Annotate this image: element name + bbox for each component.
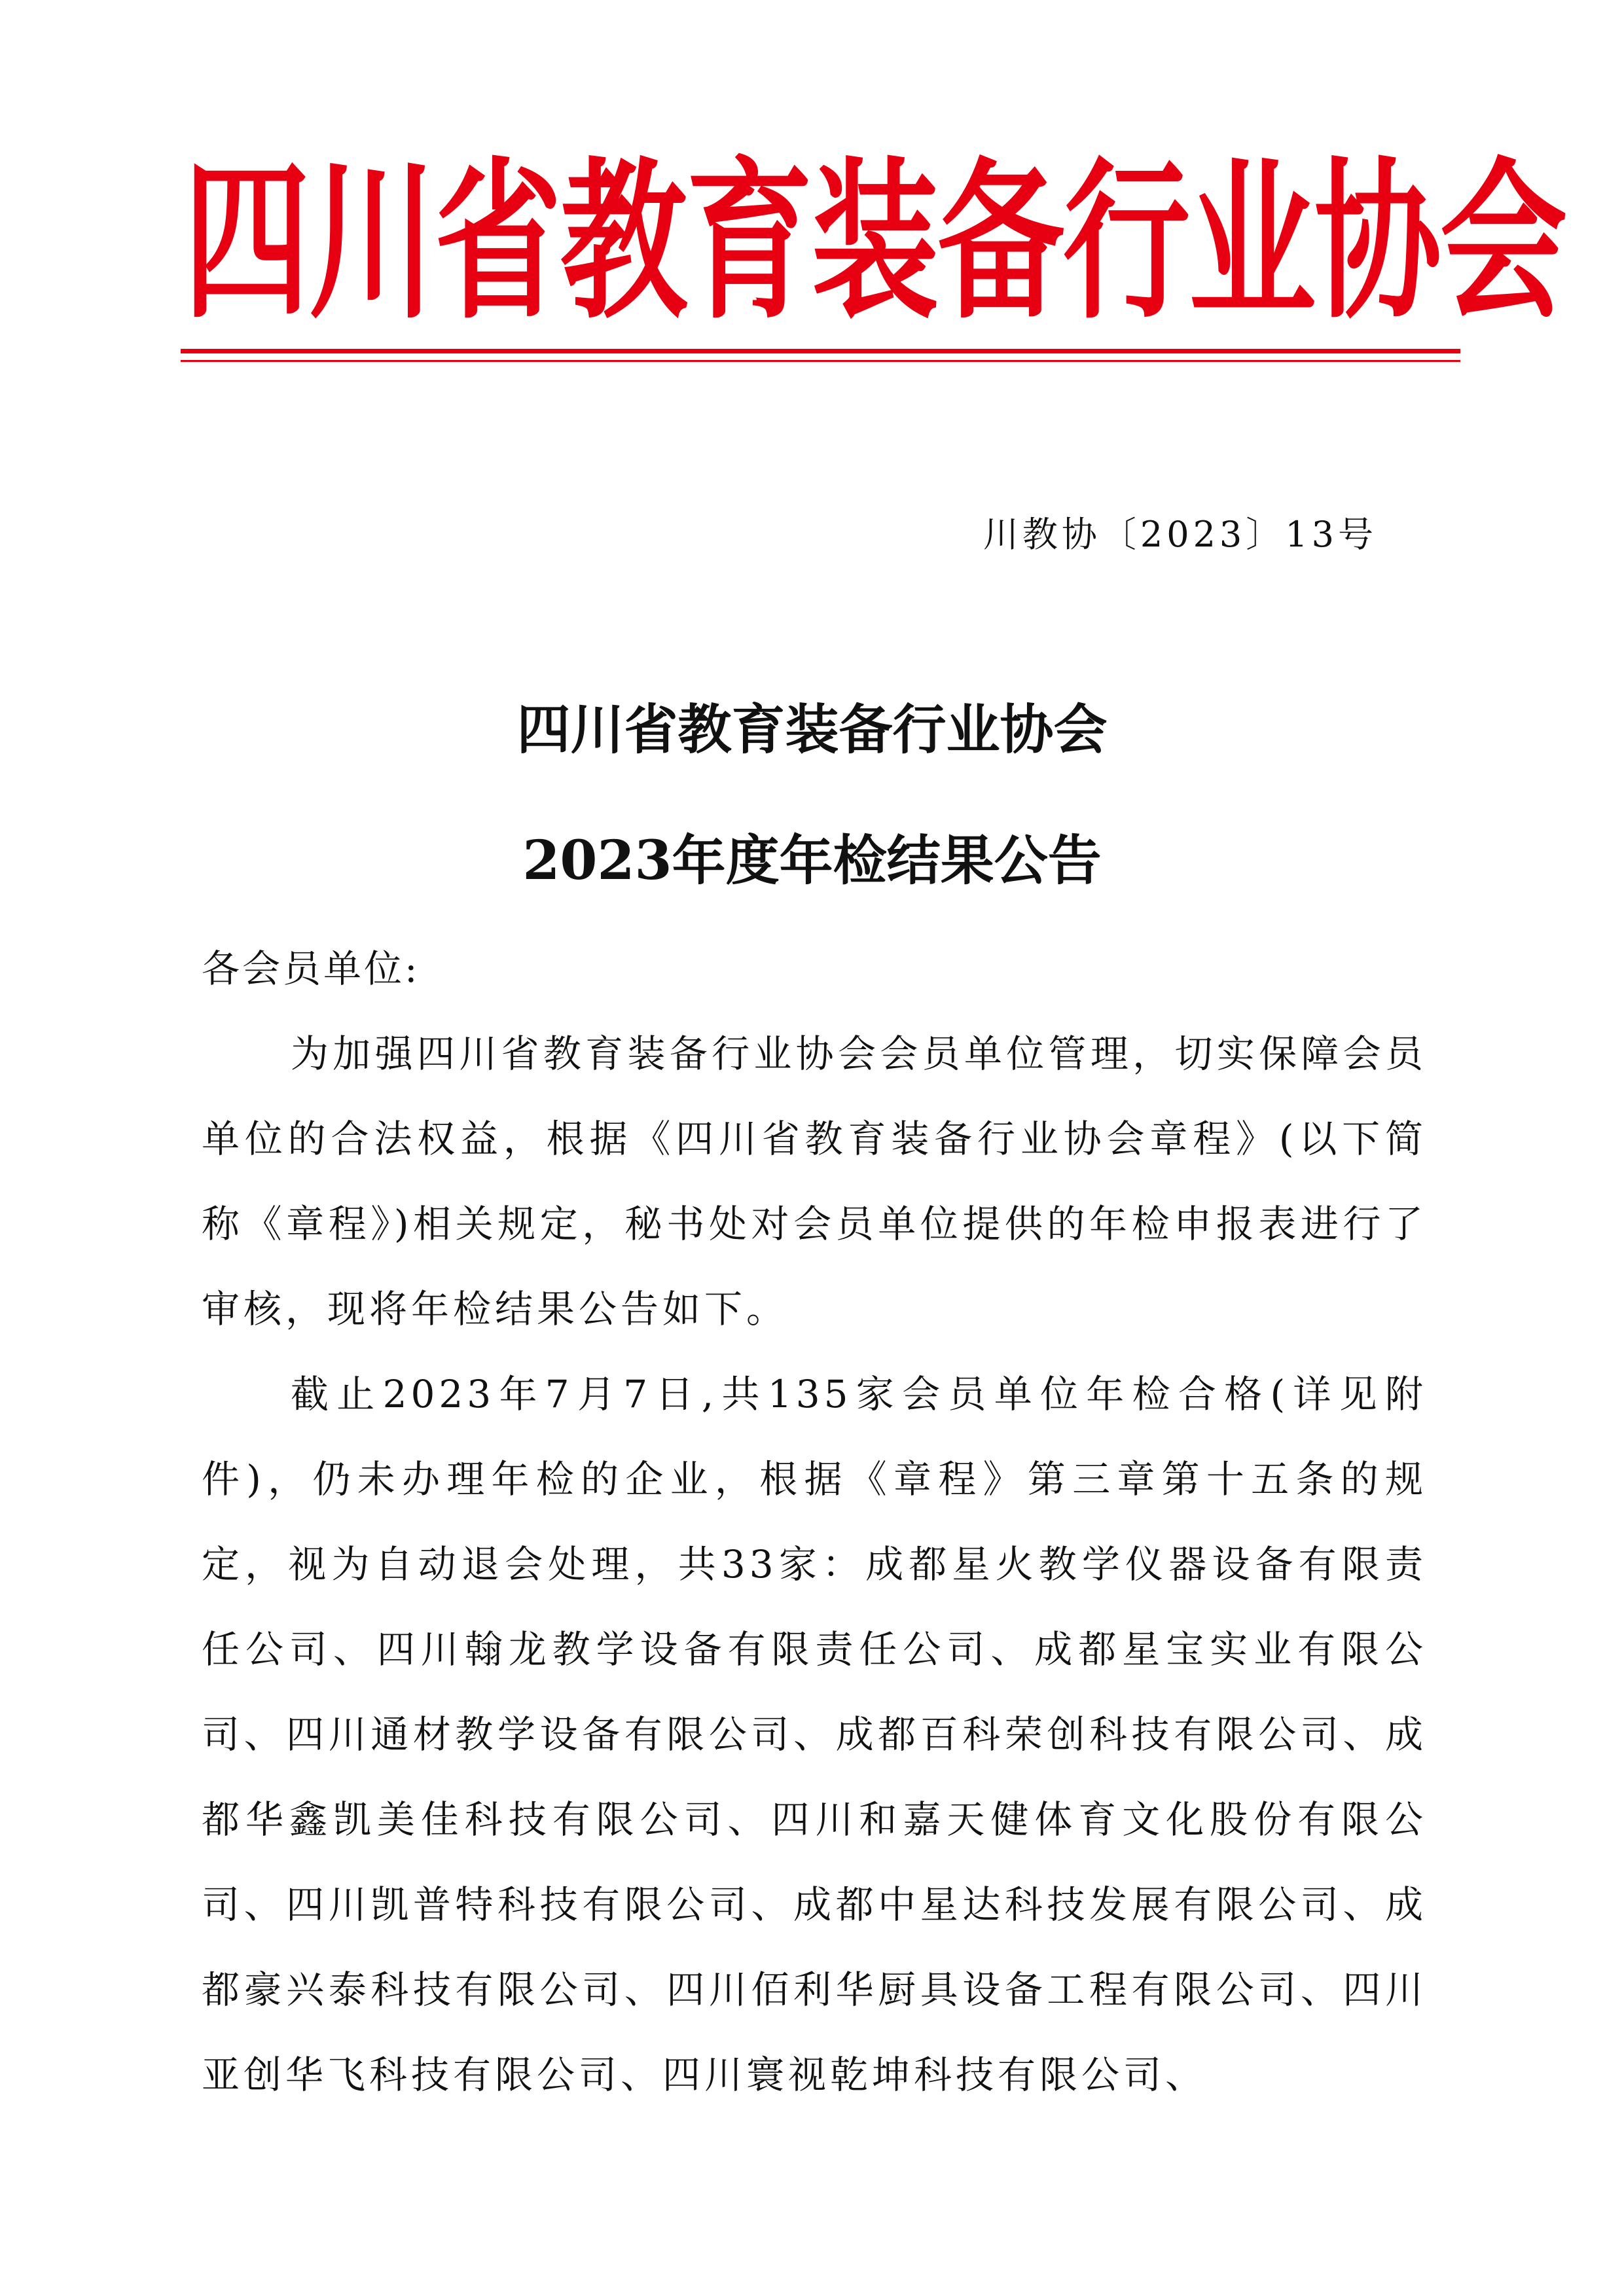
masthead-org-name: 四川省教育装备行业协会 <box>183 142 1566 342</box>
document-title-line2: 2023年度年检结果公告 <box>522 829 1102 892</box>
salutation: 各会员单位: <box>202 946 420 991</box>
masthead-rule-thin <box>181 360 1460 362</box>
masthead-rule-thick <box>181 349 1460 353</box>
body-paragraph-1: 为加强四川省教育装备行业协会会员单位管理，切实保障会员单位的合法权益，根据《四川省教育装备行业协会章程》(以下简称《章程》)相关规定，秘书处对会员单位提供的年检申报表进行了审核，现将年检结果公告如下。 <box>202 1031 1427 1331</box>
document-title-line1: 四川省教育装备行业协会 <box>516 698 1108 761</box>
body-paragraph-2: 截止2023年7月7日,共135家会员单位年检合格(详见附件)，仍未办理年检的企业，根据《章程》第三章第十五条的规定，视为自动退会处理，共33家：成都星火教学仪器设备有限责任公司、四川翰龙教学设备有限责任公司、成都星宝实业有限公司、四川通材教学设备有限公司、成都百科荣创科技有限公司、成都华鑫凯美佳科技有限公司、四川和嘉天健体育文化股份有限公司、四川凯普特科技有限公司、成都中星达科技发展有限公司、成都豪兴泰科技有限公司、四川佰利华厨具设备工程有限公司、四川亚创华飞科技有限公司、四川寰视乾坤科技有限公司、 <box>202 1372 1427 2097</box>
document-number: 川教协〔2023〕13号 <box>983 514 1377 555</box>
